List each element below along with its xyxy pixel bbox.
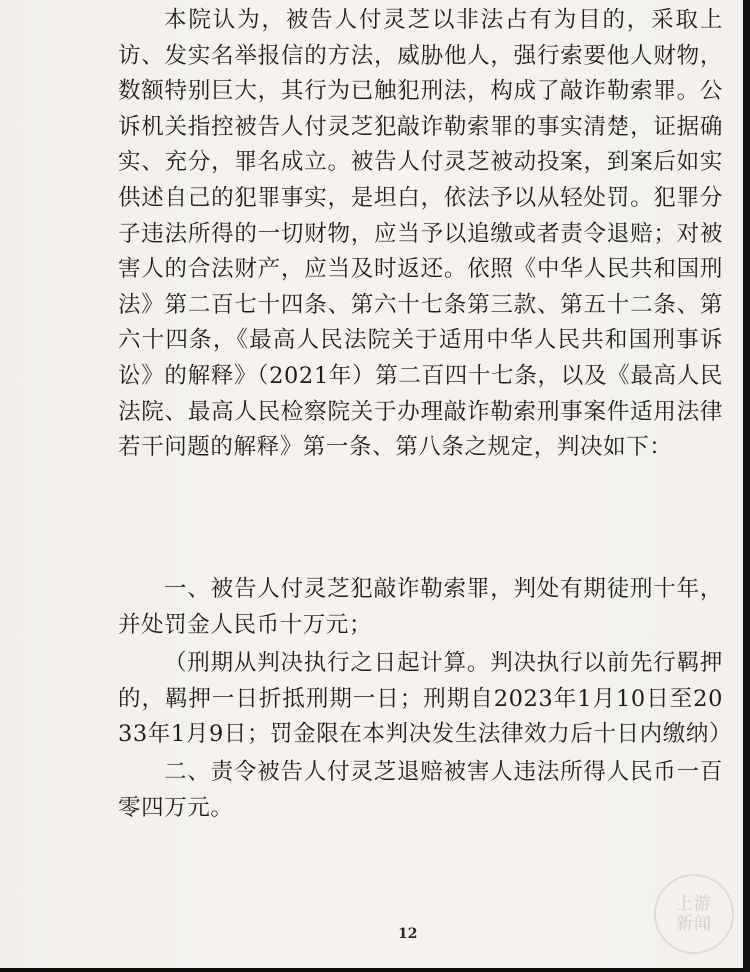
page-number: 12 — [398, 926, 418, 942]
paragraph-sentence-note: （刑期从判决执行之日起计算。判决执行以前先行羁押的，羁押一日折抵刑期一日；刑期自2023年1月10日至2033年1月9日；罚金限在本判决发生法律效力后十日内缴纳） — [118, 650, 733, 748]
paragraph-verdict-item-1: 一、被告人付灵芝犯敲诈勒索罪，判处有期徒刑十年，并处罚金人民币十万元； — [118, 576, 723, 638]
page-edge-shadow — [743, 0, 750, 972]
paragraph-verdict-item-2: 二、责令被告人付灵芝退赔被害人违法所得人民币一百零四万元。 — [118, 759, 723, 821]
paragraph-court-opinion: 本院认为，被告人付灵芝以非法占有为目的，采取上访、发实名举报信的方法，威胁他人，强行索要他人财物，数额特别巨大，其行为已触犯刑法，构成了敲诈勒索罪。公诉机关指控被告人付灵芝犯敲诈勒索罪的事实清楚，证据确实、充分，罪名成立。被告人付灵芝被动投案，到案后如实供述自己的犯罪事实，是坦白，依法予以从轻处罚。犯罪分子违法所得的一切财物，应当予以追缴或者责令退赔；对被害人的合法财产，应当及时返还。依照《中华人民共和国刑法》第二百七十四条、第六十七条第三款、第五十二条、第六十四条，《最高人民法院关于适用中华人民共和国刑事诉讼》的解释》（2021年）第二百四十七条，以及《最高人民法院、最高人民检察院关于办理敲诈勒索刑事案件适用法律若干问题的解释》第一条、第八条之规定，判决如下： — [118, 7, 723, 461]
watermark-line-2: 新闻 — [676, 914, 712, 934]
watermark-line-1: 上游 — [676, 894, 712, 914]
watermark-logo — [654, 874, 734, 954]
